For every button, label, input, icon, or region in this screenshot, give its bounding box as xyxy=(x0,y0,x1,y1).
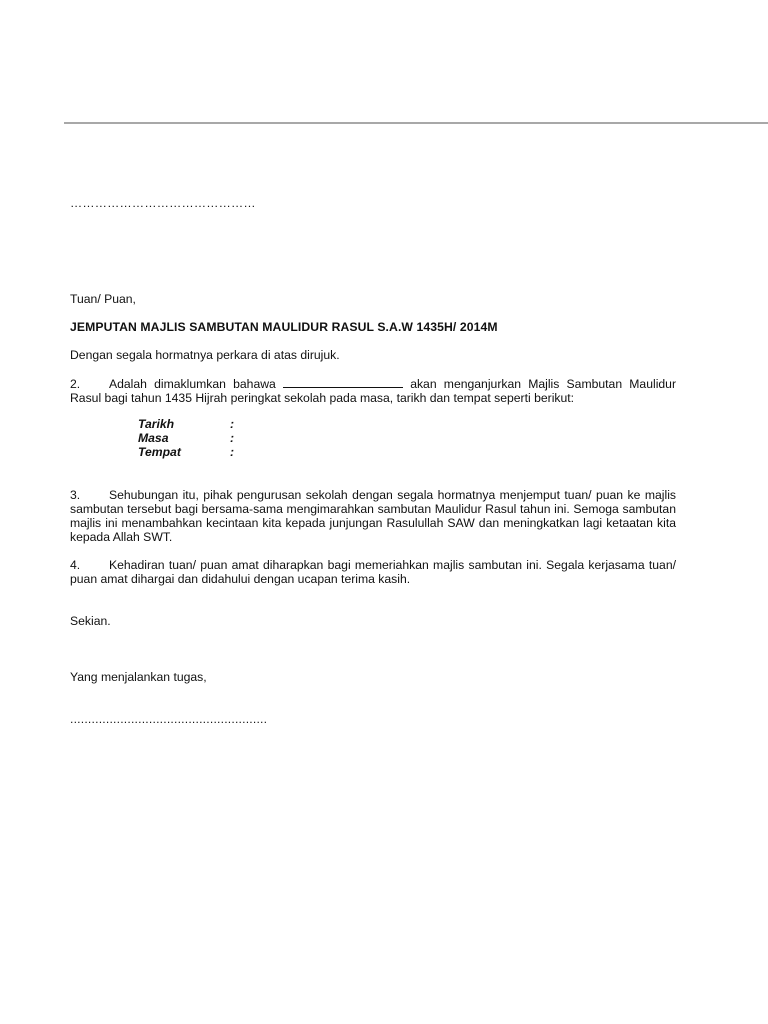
paragraph-text-end: akan menganjurkan Majlis Sambutan Maulidur Rasul bagi tahun 1435 Hijrah peringkat sekolah pada masa, tarikh dan tempat seperti berikut: xyxy=(70,377,677,405)
paragraph-text: Kehadiran tuan/ puan amat diharapkan bagi memeriahkan majlis sambutan ini. Segala kerjasama tuan/ puan amat dihargai dan didahului dengan ucapan terima kasih. xyxy=(70,558,676,586)
paragraph-4 xyxy=(70,558,676,586)
signoff: Yang menjalankan tugas, xyxy=(70,670,207,684)
detail-colon: : xyxy=(230,431,235,445)
detail-label: Masa xyxy=(138,431,169,445)
organizer-blank-line xyxy=(283,376,403,388)
letter-title: JEMPUTAN MAJLIS SAMBUTAN MAULIDUR RASUL S.A.W 1435H/ 2014M xyxy=(70,320,498,334)
detail-time xyxy=(138,431,234,445)
detail-colon: : xyxy=(230,445,235,459)
detail-label: Tempat xyxy=(138,445,181,459)
detail-label: Tarikh xyxy=(138,417,175,431)
detail-date xyxy=(138,417,234,431)
detail-colon: : xyxy=(230,417,235,431)
event-details xyxy=(138,417,234,459)
paragraph-2 xyxy=(70,376,676,405)
header-divider xyxy=(64,122,768,124)
signature-line: ....................................................... xyxy=(70,712,268,726)
paragraph-text-start: Adalah dimaklumkan bahawa xyxy=(109,377,276,391)
closing: Sekian. xyxy=(70,614,111,628)
paragraph-number: 3. xyxy=(70,488,81,502)
paragraph-text: Sehubungan itu, pihak pengurusan sekolah dengan segala hormatnya menjemput tuan/ puan ke majlis sambutan tersebut bagi bersama-sama mengimarahkan sambutan Maulidur Rasul tahun ini. Semoga sambutan majlis ini menambahkan kecintaan kita kepada junjungan Rasulullah SAW dan meningkatkan lagi ketaatan kita kepada Allah SWT. xyxy=(70,488,676,544)
paragraph-number: 4. xyxy=(70,558,81,572)
recipient-placeholder: ……………………………………… xyxy=(70,196,256,210)
paragraph-number: 2. xyxy=(70,377,81,391)
intro-paragraph: Dengan segala hormatnya perkara di atas dirujuk. xyxy=(70,348,340,362)
detail-place xyxy=(138,445,234,459)
paragraph-3 xyxy=(70,488,676,544)
salutation: Tuan/ Puan, xyxy=(70,292,136,306)
